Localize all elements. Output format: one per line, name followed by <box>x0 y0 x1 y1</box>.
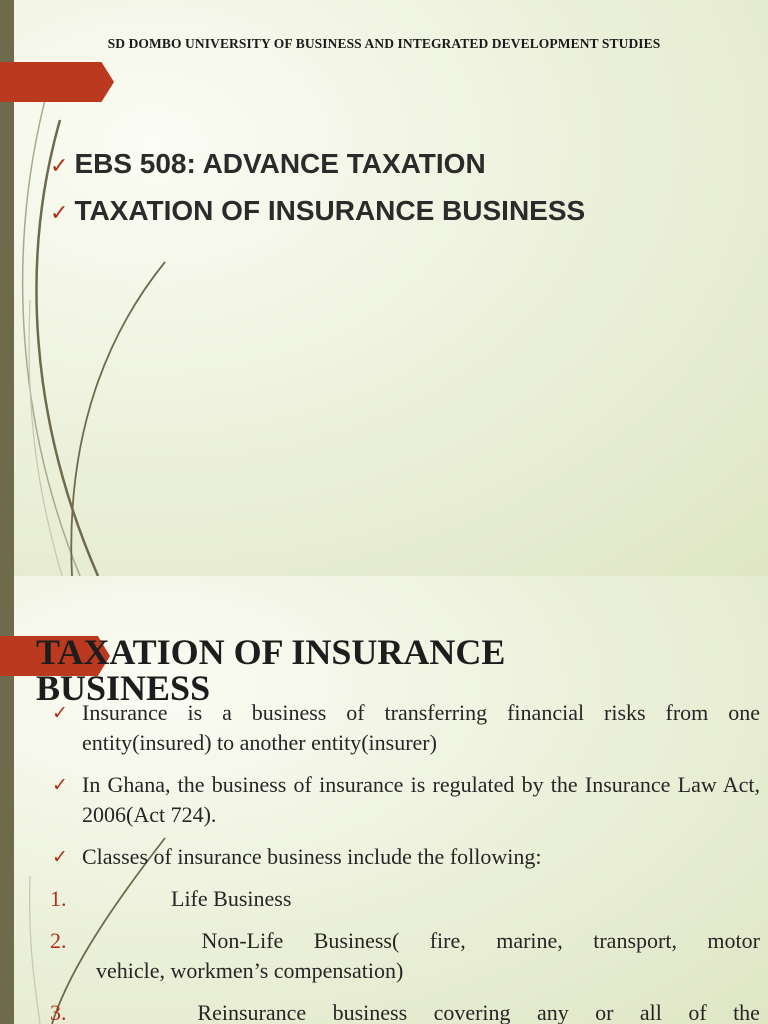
item-number: 1. <box>50 886 67 911</box>
check-icon: ✓ <box>52 774 68 796</box>
bullet-text: In Ghana, the business of insurance is regulated by the Insurance Law Act, 2006(Act 724). <box>82 772 760 827</box>
check-icon: ✓ <box>50 201 69 226</box>
item-word: the <box>733 1000 760 1024</box>
item-word: or <box>595 1000 614 1024</box>
item-word: of <box>688 1000 707 1024</box>
topic-title: TAXATION OF INSURANCE BUSINESS <box>74 195 586 226</box>
item-word: marine, <box>496 928 563 953</box>
content-body <box>50 698 760 1024</box>
numbered-item <box>50 926 760 986</box>
item-word: any <box>536 1000 569 1024</box>
item-word: business <box>332 1000 408 1024</box>
bullet-text: Insurance is a business of transferring financial risks from one entity(insured) to another entity(insurer) <box>82 700 760 755</box>
item-word: Business( <box>313 928 400 953</box>
item-word: motor <box>707 928 760 953</box>
topic-line <box>50 195 585 227</box>
course-line <box>50 148 486 180</box>
item-number: 2. <box>50 928 67 953</box>
numbered-item <box>50 884 760 914</box>
university-name: SD DOMBO UNIVERSITY OF BUSINESS AND INTEGRATED DEVELOPMENT STUDIES <box>107 36 661 51</box>
check-icon: ✓ <box>50 154 69 179</box>
check-icon: ✓ <box>52 846 68 868</box>
list-item <box>50 770 760 830</box>
item-word: Life Business <box>171 886 292 911</box>
check-icon: ✓ <box>52 702 68 724</box>
item-number: 3. <box>50 1000 67 1024</box>
item-word: Reinsurance <box>197 1000 307 1024</box>
course-title: EBS 508: ADVANCE TAXATION <box>74 148 486 179</box>
item-word: all <box>639 1000 662 1024</box>
slide-title: TAXATION OF INSURANCE BUSINESS <box>36 632 506 708</box>
item-word: covering <box>433 1000 511 1024</box>
item-continuation: vehicle, workmen’s compensation) <box>96 958 404 983</box>
content-slide <box>0 576 768 1024</box>
accent-tag <box>0 62 114 102</box>
item-word: fire, <box>429 928 466 953</box>
list-item <box>50 842 760 872</box>
item-word: Non-Life <box>201 928 284 953</box>
bullet-text: Classes of insurance business include the following: <box>82 844 542 869</box>
list-item <box>50 698 760 758</box>
numbered-item <box>50 998 760 1024</box>
item-word: transport, <box>593 928 677 953</box>
